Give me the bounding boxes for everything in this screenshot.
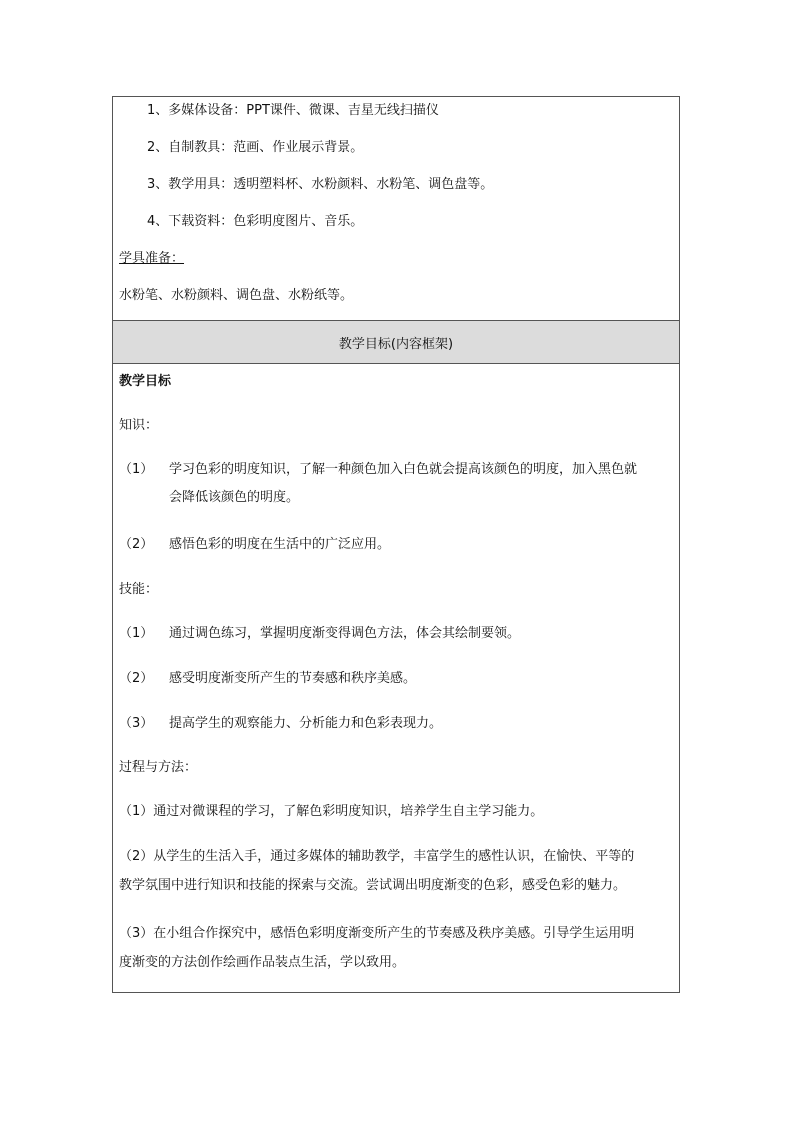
process-3-line2: 度渐变的方法创作绘画作品装点生活，学以致用。: [119, 955, 406, 970]
objectives-title: 教学目标: [119, 374, 172, 389]
skills-1-text: 通过调色练习，掌握明度渐变得调色方法，体会其绘制要领。: [169, 626, 521, 641]
process-1-line1: （1）通过对微课程的学习，了解色彩明度知识，培养学生自主学习能力。: [119, 804, 544, 819]
skills-1-num: （1）: [119, 626, 154, 641]
knowledge-1-num: （1）: [119, 462, 154, 477]
student-tools-text: 水粉笔、水粉颜料、调色盘、水粉纸等。: [119, 288, 354, 303]
process-label: 过程与方法：: [119, 760, 198, 775]
skills-2-text: 感受明度渐变所产生的节奏感和秩序美感。: [169, 671, 417, 686]
skills-2-num: （2）: [119, 671, 154, 686]
equipment-item-3: 3、教学用具：透明塑料杯、水粉颜料、水粉笔、调色盘等。: [147, 177, 494, 192]
knowledge-label: 知识：: [119, 418, 159, 433]
process-3-line1: （3）在小组合作探究中，感悟色彩明度渐变所产生的节奏感及秩序美感。引导学生运用明: [119, 926, 635, 941]
knowledge-1-line2: 会降低该颜色的明度。: [169, 490, 300, 505]
knowledge-2-line1: 感悟色彩的明度在生活中的广泛应用。: [169, 537, 391, 552]
equipment-cell: [113, 97, 679, 321]
equipment-item-2: 2、自制教具：范画、作业展示背景。: [147, 140, 364, 155]
skills-label: 技能：: [119, 582, 159, 597]
process-2-line2: 教学氛围中进行知识和技能的探索与交流。尝试调出明度渐变的色彩，感受色彩的魅力。: [119, 878, 627, 893]
student-tools-label: 学具准备：: [119, 251, 185, 266]
skills-3-text: 提高学生的观察能力、分析能力和色彩表现力。: [169, 716, 443, 731]
equipment-item-1: 1、多媒体设备：PPT课件、微课、吉星无线扫描仪: [147, 103, 439, 118]
section-header-cell: [113, 321, 679, 364]
section-header: 教学目标(内容框架): [338, 336, 454, 352]
equipment-item-4: 4、下载资料：色彩明度图片、音乐。: [147, 214, 364, 229]
process-2-line1: （2）从学生的生活入手，通过多媒体的辅助教学，丰富学生的感性认识，在愉快、平等的: [119, 849, 635, 864]
lesson-plan-table: [112, 96, 680, 993]
knowledge-1-line1: 学习色彩的明度知识，了解一种颜色加入白色就会提高该颜色的明度，加入黑色就: [169, 462, 638, 477]
objectives-cell: [113, 364, 679, 992]
skills-3-num: （3）: [119, 716, 154, 731]
knowledge-2-num: （2）: [119, 537, 154, 552]
